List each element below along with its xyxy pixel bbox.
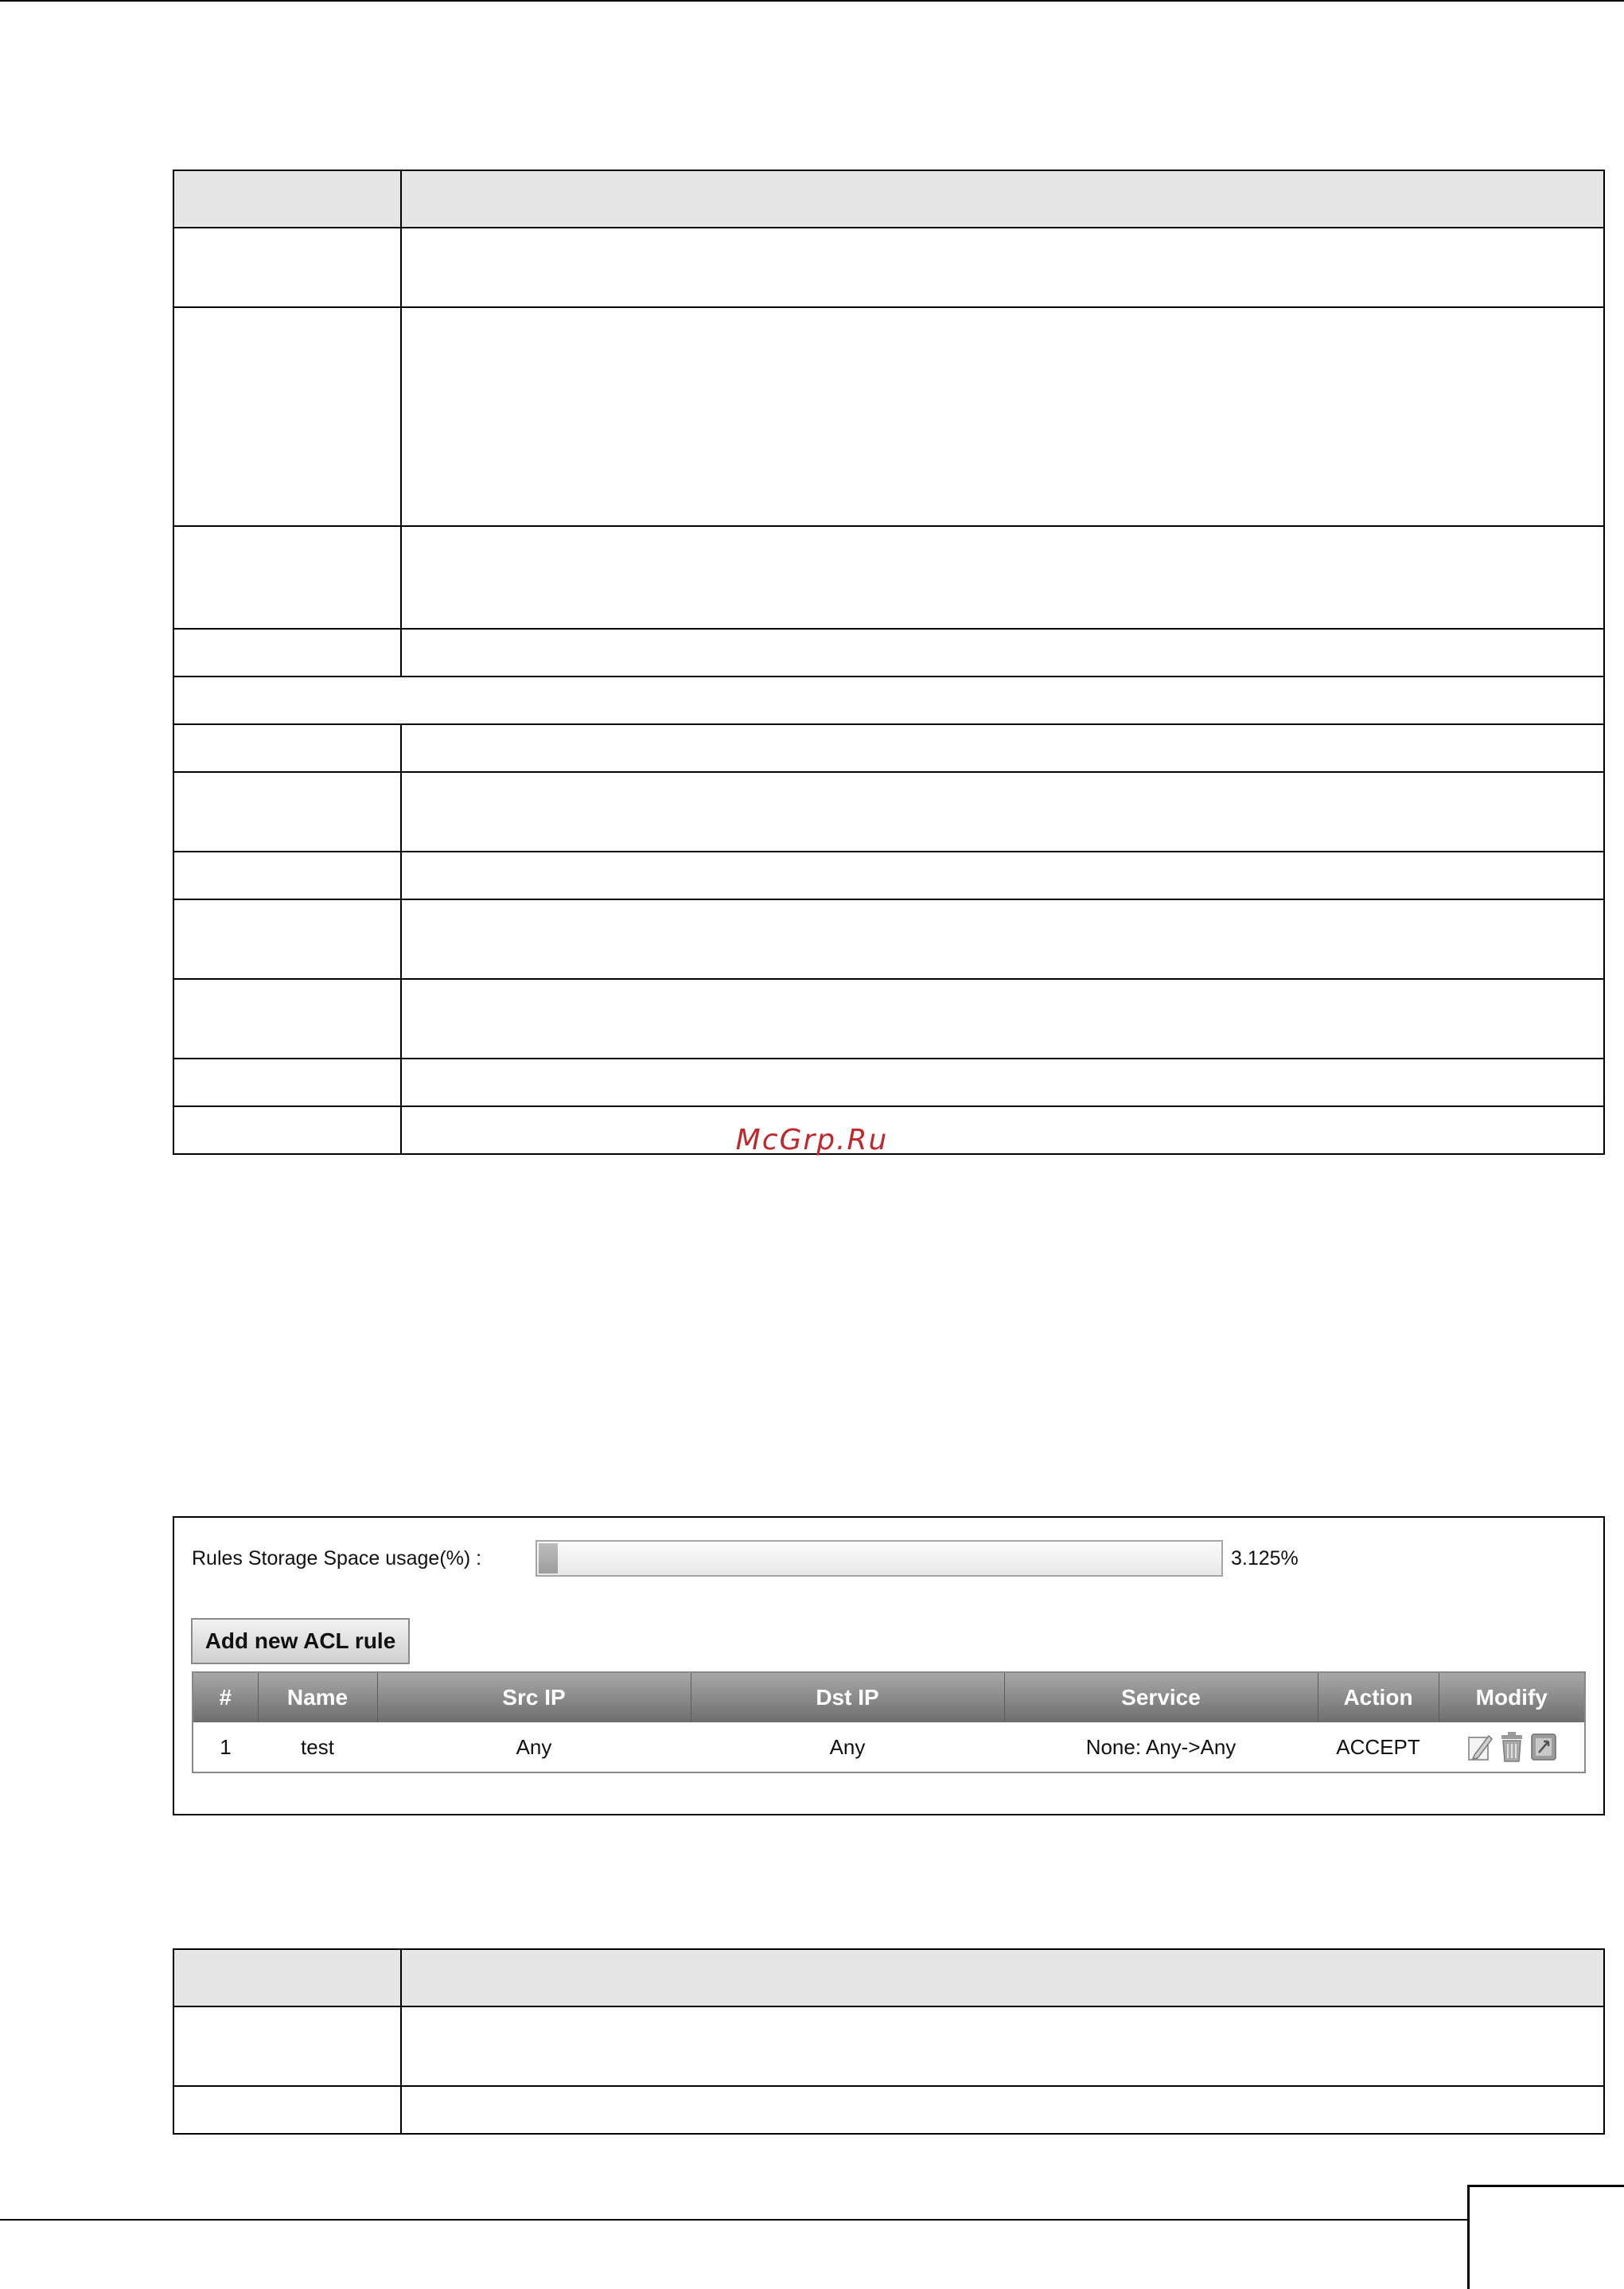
storage-usage-progress-bar bbox=[535, 1540, 1223, 1577]
field-description-table-top bbox=[173, 170, 1605, 1155]
table-row bbox=[173, 228, 1604, 307]
footer-rule bbox=[0, 2219, 1469, 2221]
storage-usage-label: Rules Storage Space usage(%) : bbox=[192, 1547, 482, 1570]
column-header-name[interactable]: Name bbox=[258, 1672, 377, 1722]
acl-table-header bbox=[193, 1672, 1585, 1722]
table-header-row bbox=[173, 170, 1604, 228]
storage-usage-value: 3.125% bbox=[1231, 1547, 1299, 1570]
header-rule bbox=[0, 0, 1624, 2]
table-row bbox=[173, 852, 1604, 899]
column-header-modify: Modify bbox=[1439, 1672, 1585, 1722]
table-row bbox=[173, 629, 1604, 677]
cell-name: test bbox=[258, 1722, 377, 1772]
move-icon[interactable] bbox=[1530, 1731, 1557, 1763]
page-number-box bbox=[1467, 2185, 1624, 2289]
acl-screenshot-panel bbox=[173, 1516, 1605, 1815]
table-row bbox=[193, 1722, 1585, 1772]
table-row bbox=[173, 1059, 1604, 1106]
column-header-action[interactable]: Action bbox=[1318, 1672, 1439, 1722]
cell-modify bbox=[1439, 1722, 1585, 1772]
column-header-src-ip[interactable]: Src IP bbox=[377, 1672, 691, 1722]
edit-icon[interactable] bbox=[1466, 1731, 1494, 1763]
table-row bbox=[173, 724, 1604, 772]
column-header-number[interactable]: # bbox=[193, 1672, 258, 1722]
table-row bbox=[173, 526, 1604, 629]
table-row bbox=[173, 899, 1604, 979]
table-row bbox=[173, 979, 1604, 1059]
cell-src-ip: Any bbox=[377, 1722, 691, 1772]
table-section-row bbox=[173, 677, 1604, 724]
table-row bbox=[173, 772, 1604, 852]
column-header-dst-ip[interactable]: Dst IP bbox=[691, 1672, 1004, 1722]
watermark-text: McGrp.Ru bbox=[735, 1124, 889, 1156]
field-description-table-bottom bbox=[173, 1948, 1605, 2135]
cell-action: ACCEPT bbox=[1318, 1722, 1439, 1772]
table-row bbox=[173, 307, 1604, 526]
delete-icon[interactable] bbox=[1498, 1731, 1525, 1763]
table-row bbox=[173, 2086, 1604, 2134]
cell-service: None: Any->Any bbox=[1004, 1722, 1318, 1772]
column-header-service[interactable]: Service bbox=[1004, 1672, 1318, 1722]
add-acl-rule-button[interactable]: Add new ACL rule bbox=[191, 1618, 410, 1664]
table-header-row bbox=[173, 1949, 1604, 2006]
acl-rules-table bbox=[192, 1671, 1586, 1773]
storage-usage-fill bbox=[539, 1543, 558, 1573]
cell-dst-ip: Any bbox=[691, 1722, 1004, 1772]
cell-number: 1 bbox=[193, 1722, 258, 1772]
table-row bbox=[173, 2006, 1604, 2086]
